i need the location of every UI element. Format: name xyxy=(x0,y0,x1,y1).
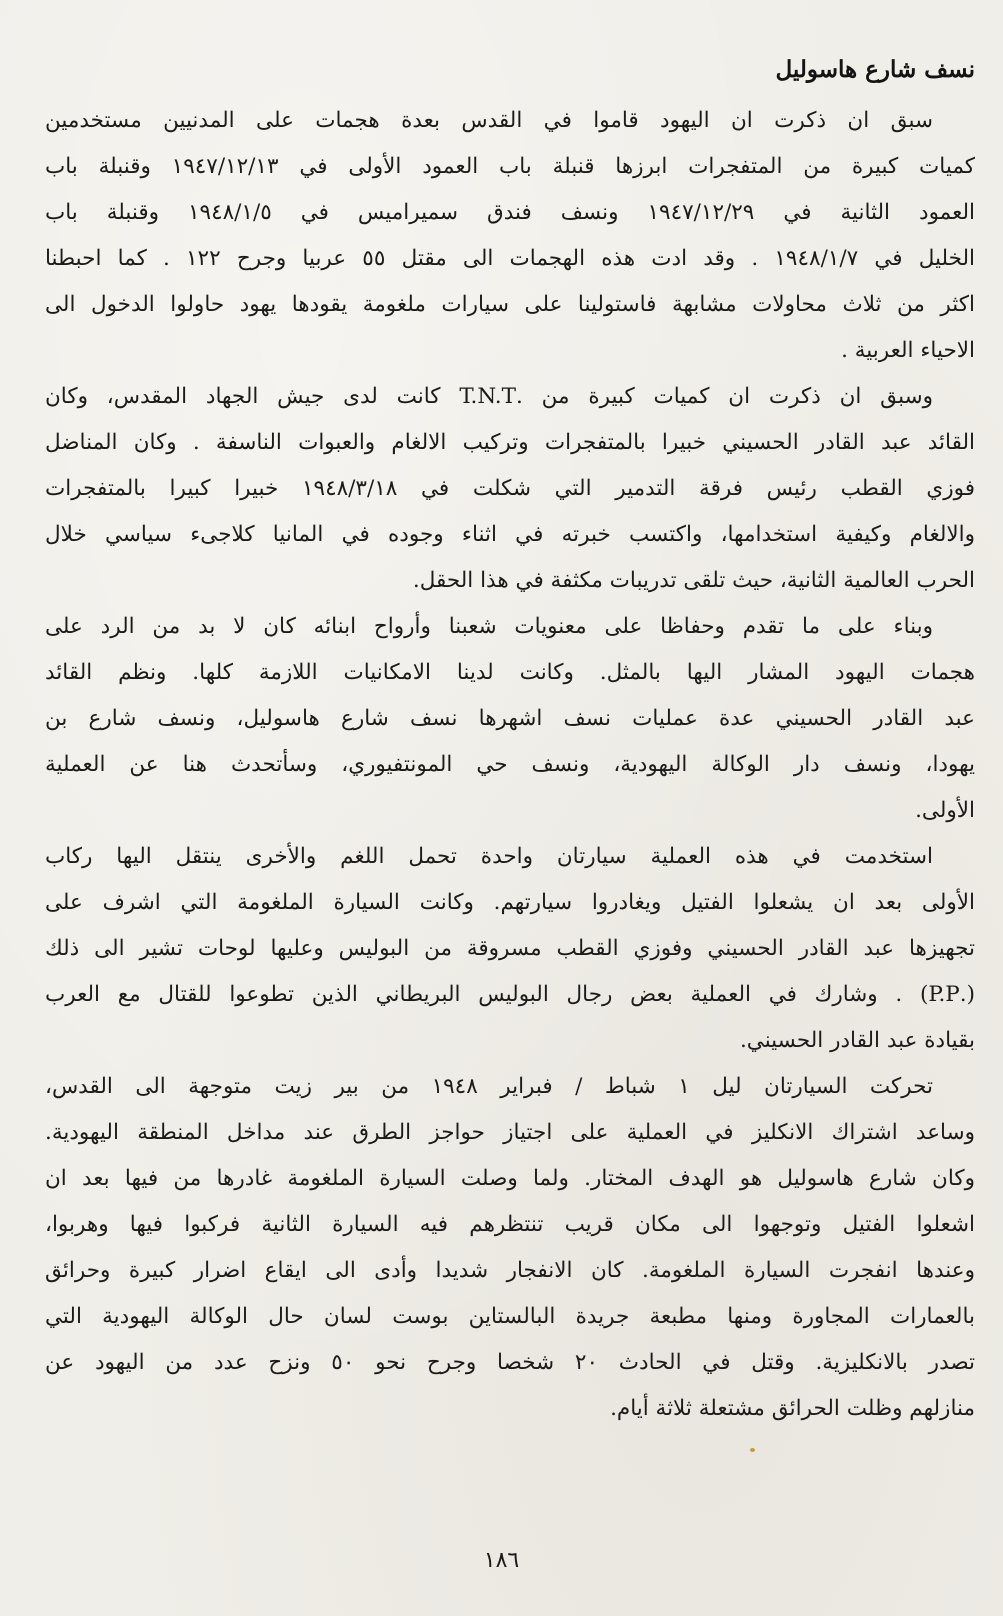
text-line: وعندها انفجرت السيارة الملغومة. كان الانفجار شديدا وأدى الى ايقاع اضرار كبيرة وحرائق xyxy=(45,1258,975,1283)
text-line: الاحياء العربية . xyxy=(841,338,975,363)
text-line: وسبق ان ذكرت ان كميات كبيرة من .T.N.T كانت لدى جيش الجهاد المقدس، وكان xyxy=(45,384,933,409)
paragraph-3 xyxy=(45,604,975,834)
text-line: فوزي القطب رئيس فرقة التدمير التي شكلت في ١٩٤٨/٣/١٨ خبيرا كبيرا بالمتفجرات xyxy=(45,476,975,501)
text-line: (.P.P) . وشارك في العملية بعض رجال البوليس البريطاني الذين تطوعوا للقتال مع العرب xyxy=(45,982,975,1007)
text-line: منازلهم وظلت الحرائق مشتعلة ثلاثة أيام. xyxy=(610,1396,975,1421)
paragraph-1 xyxy=(45,98,975,374)
text-line: سبق ان ذكرت ان اليهود قاموا في القدس بعدة هجمات على المدنيين مستخدمين xyxy=(45,108,933,133)
text-line: تحركت السيارتان ليل ١ شباط / فبراير ١٩٤٨ من بير زيت متوجهة الى القدس، xyxy=(45,1074,933,1099)
paragraph-2 xyxy=(45,374,975,604)
text-line: وكان شارع هاسوليل هو الهدف المختار. ولما وصلت السيارة الملغومة غادرها من فيها بعد ان xyxy=(45,1166,975,1191)
text-line: تصدر بالانكليزية. وقتل في الحادث ٢٠ شخصا وجرح نحو ٥٠ ونزح عدد من اليهود عن xyxy=(45,1350,975,1375)
text-line: اكثر من ثلاث محاولات مشابهة فاستولينا على سيارات ملغومة يقودها يهود حاولوا الدخول الى xyxy=(45,292,975,317)
text-line: القائد عبد القادر الحسيني خبيرا بالمتفجرات وتركيب الالغام والعبوات الناسفة . وكان المناضل xyxy=(45,430,975,455)
ink-speck xyxy=(750,1448,755,1452)
text-line: الحرب العالمية الثانية، حيث تلقى تدريبات مكثفة في هذا الحقل. xyxy=(412,568,975,593)
text-line: عبد القادر الحسيني عدة عمليات نسف اشهرها نسف شارع هاسوليل، ونسف شارع بن xyxy=(45,706,975,731)
page-number: ١٨٦ xyxy=(483,1548,520,1573)
text-line: اشعلوا الفتيل وتوجهوا الى مكان قريب تنتظرهم فيه السيارة الثانية فركبوا فيها وهربوا، xyxy=(45,1212,975,1237)
text-line: الأولى بعد ان يشعلوا الفتيل ويغادروا سيارتهم. وكانت السيارة الملغومة التي اشرف على xyxy=(45,890,975,915)
text-line: يهودا، ونسف دار الوكالة اليهودية، ونسف حي المونتفيوري، وسأتحدث هنا عن العملية xyxy=(45,752,975,777)
text-line: وساعد اشتراك الانكليز في العملية على اجتياز حواجز الطرق عند مداخل المنطقة اليهودية. xyxy=(45,1120,975,1145)
text-line: الخليل في ١٩٤٨/١/٧ . وقد ادت هذه الهجمات الى مقتل ٥٥ عربيا وجرح ١٢٢ . كما احبطنا xyxy=(45,246,975,271)
text-line: والالغام وكيفية استخدامها، واكتسب خبرته في اثناء وجوده في المانيا كلاجىء سياسي خلال xyxy=(45,522,975,547)
text-line: بقيادة عبد القادر الحسيني. xyxy=(739,1028,975,1053)
text-line: وبناء على ما تقدم وحفاظا على معنويات شعبنا وأرواح ابنائه كان لا بد من الرد على xyxy=(45,614,933,639)
text-line: استخدمت في هذه العملية سيارتان واحدة تحمل اللغم والأخرى ينتقل اليها ركاب xyxy=(45,844,933,869)
text-line: هجمات اليهود المشار اليها بالمثل. وكانت لدينا الامكانيات اللازمة كلها. ونظم القائد xyxy=(45,660,975,685)
section-heading: نسف شارع هاسوليل xyxy=(775,56,975,83)
page-text xyxy=(45,50,975,1432)
text-line: تجهيزها عبد القادر الحسيني وفوزي القطب مسروقة من البوليس وعليها لوحات تشير الى ذلك xyxy=(45,936,975,961)
paragraph-4 xyxy=(45,834,975,1064)
text-line: بالعمارات المجاورة ومنها مطبعة جريدة البالستاين بوست لسان حال الوكالة اليهودية التي xyxy=(45,1304,975,1329)
text-line: كميات كبيرة من المتفجرات ابرزها قنبلة باب العمود الأولى في ١٩٤٧/١٢/١٣ وقنبلة باب xyxy=(45,154,975,179)
paragraph-5 xyxy=(45,1064,975,1432)
text-line: العمود الثانية في ١٩٤٧/١٢/٢٩ ونسف فندق سميراميس في ١٩٤٨/١/٥ وقنبلة باب xyxy=(45,200,975,225)
text-line: الأولى. xyxy=(915,798,975,823)
